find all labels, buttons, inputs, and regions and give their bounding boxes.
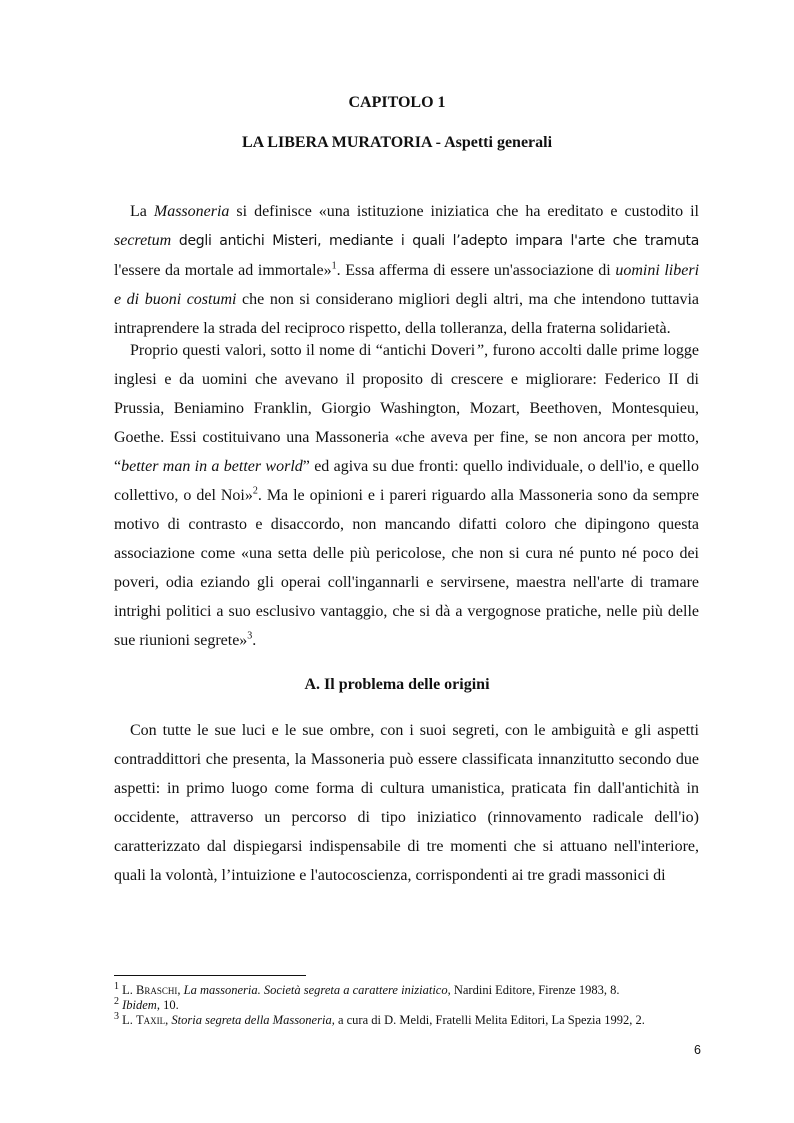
footnote-3: $^3$ L. Taxil, Storia segreta della Massoneria, a cura di D. Meldi, Fratelli Melita Editori, La Spezia 1992, 2. — [114, 1010, 645, 1027]
footnote-ref-3: 3 — [247, 630, 253, 642]
paragraph-2: Proprio questi valori, sotto il nome di “antichi Doveri”, furono accolti dalle prime logge inglesi e da uomini che avevano il proposito di crescere e migliorare: Federico II di Prussia, Beniamino Franklin, Giorgio Washington, Mozart, Beethoven, Montesquieu, Goethe. Essi costituivano una Massoneria «che aveva per fine, se non ancora per motto, “better man in a better world” ed agiva su due fronti: quello individuale, o dell'io, e quello collettivo, o del Noi»$^2$. Ma le opinioni e i pareri riguardo alla Massoneria sono da sempre motivo di contrasto e disaccordo, non mancando difatti coloro che dipingono questa associazione come «una setta delle più pericolose, che non si cura né punto né poco dei poveri, odia eziando gli operai coll'ingannarli e servirsene, maestra nell'arte di tramare intrighi politici a suo esclusivo vantaggio, che si dà a vergognose pratiche, nelle più delle sue riunioni segrete»$^3$. — [114, 342, 700, 649]
footnote-1: $^1$ L. Braschi, La massoneria. Società segreta a carattere iniziatico, Nardini Editore, Firenze 1983, 8. — [114, 980, 620, 997]
footnote-divider — [114, 975, 306, 976]
footnote-2: $^2$ Ibidem, 10. — [114, 995, 179, 1012]
chapter-title: LA LIBERA MURATORIA - Aspetti generali — [241, 134, 553, 151]
paragraph-3: Con tutte le sue luci e le sue ombre, con i suoi segreti, con le ambiguità e gli aspetti contraddittori che presenta, la Massoneria può essere classificata innanzitutto secondo due aspetti: in primo luogo come forma di cultura umanistica, praticata fin dall'antichità in occidente, attraverso un percorso di tipo iniziatico (rinnovamento radicale dell'io) caratterizzato dal dispiegarsi indispensabile di tre momenti che si attuano nell'interiore, quali la volontà, l’intuizione e l'autocoscienza, corrispondenti ai tre gradi massonici di — [114, 722, 699, 884]
chapter-label: CAPITOLO 1 — [348, 94, 446, 111]
page-number: 6 — [694, 1043, 701, 1057]
paragraph-1: La Massoneria si definisce «una istituzione iniziatica che ha ereditato e custodito il secretum degli antichi Misteri, mediante i quali l’adepto impara l'arte che tramuta l'essere da mortale ad immortale»$^1$. Essa afferma di essere un'associazione di uomini liberi e di buoni costumi che non si considerano migliori degli altri, ma che intendono tuttavia intraprendere la strada del reciproco rispetto, della tolleranza, della fraterna solidarietà. — [114, 203, 700, 337]
section-heading: A. Il problema delle origini — [304, 676, 490, 693]
footnote-ref-1: 1 — [331, 260, 337, 272]
footnote-ref-2: 2 — [252, 485, 258, 497]
